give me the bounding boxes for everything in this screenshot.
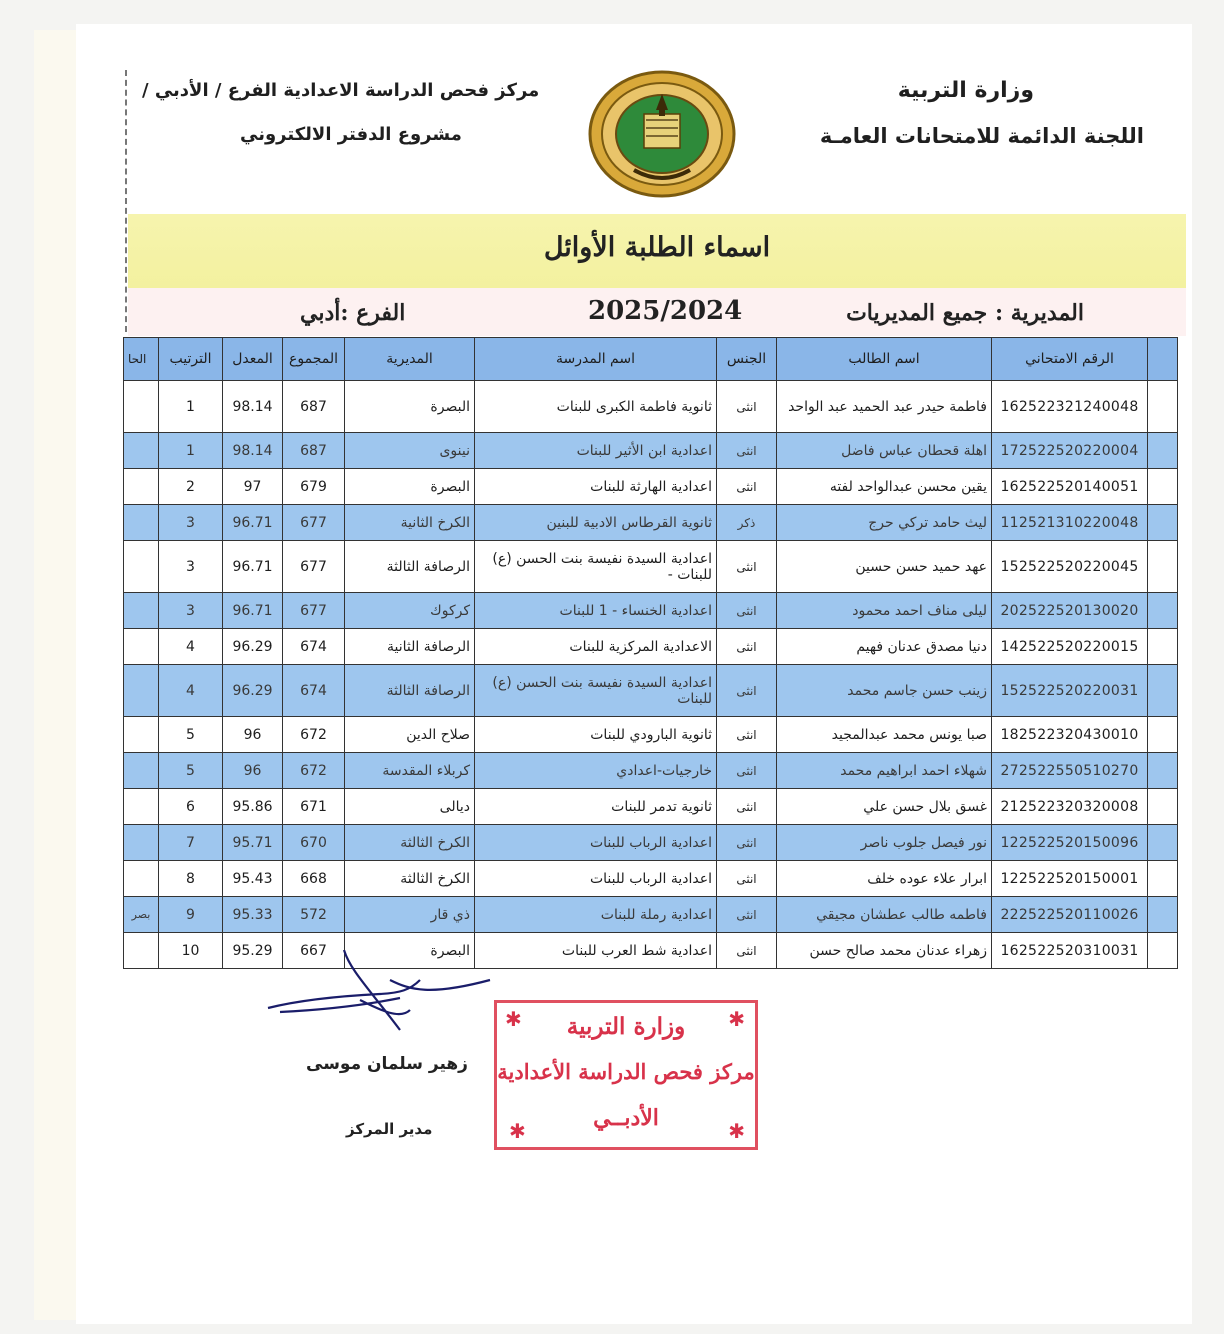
cell-total: 670 (283, 825, 345, 861)
table-header-row (124, 338, 1178, 381)
cell-gender: انثى (717, 593, 777, 629)
cell-rank: 4 (159, 665, 223, 717)
cell-rank: 4 (159, 629, 223, 665)
cell-student-name: زهراء عدنان محمد صالح حسن (777, 933, 992, 969)
cell-gender: انثى (717, 897, 777, 933)
table-row (124, 593, 1178, 629)
cell-student-name: اهلة قحطان عباس فاضل (777, 433, 992, 469)
cell-status (124, 789, 159, 825)
cell-status (124, 433, 159, 469)
cell-directorate: الكرخ الثالثة (345, 825, 475, 861)
cell-total: 672 (283, 717, 345, 753)
cell-student-name: ليلى مناف احمد محمود (777, 593, 992, 629)
cell-status (124, 861, 159, 897)
cell-school: الاعدادية المركزية للبنات (475, 629, 717, 665)
cell-status: بصر (124, 897, 159, 933)
cell-gender: ذكر (717, 505, 777, 541)
cell-student-name: فاطمه طالب عطشان مجيقي (777, 897, 992, 933)
cell-directorate: الرصافة الثالثة (345, 665, 475, 717)
cell-student-name: شهلاء احمد ابراهيم محمد (777, 753, 992, 789)
cell-student-name: عهد حميد حسن حسين (777, 541, 992, 593)
cell-school: اعدادية الرباب للبنات (475, 825, 717, 861)
cell-gender: انثى (717, 469, 777, 505)
cell-status (124, 665, 159, 717)
cell-status (124, 753, 159, 789)
cell-total: 668 (283, 861, 345, 897)
page-title: اسماء الطلبة الأوائل (543, 232, 771, 263)
cell-directorate: ذي قار (345, 897, 475, 933)
cell-average: 96.29 (223, 665, 283, 717)
cell-gender: انثى (717, 789, 777, 825)
col-exam-no: الرقم الامتحاني (992, 338, 1148, 381)
cell-directorate: البصرة (345, 469, 475, 505)
table-row (124, 789, 1178, 825)
cell-rank: 5 (159, 717, 223, 753)
cell-school: اعدادية الخنساء - 1 للبنات (475, 593, 717, 629)
edge-cell (1148, 381, 1178, 433)
cell-total: 572 (283, 897, 345, 933)
table-row (124, 897, 1178, 933)
table-row (124, 665, 1178, 717)
cell-average: 96 (223, 717, 283, 753)
cell-directorate: نينوى (345, 433, 475, 469)
edge-cell (1148, 469, 1178, 505)
col-directorate: المديرية (345, 338, 475, 381)
cell-gender: انثى (717, 861, 777, 897)
cell-average: 96.71 (223, 505, 283, 541)
cell-status (124, 717, 159, 753)
cell-exam-no: 162522520310031 (992, 933, 1148, 969)
col-rank: الترتيب (159, 338, 223, 381)
cell-school: اعدادية السيدة نفيسة بنت الحسن (ع) للبنات - (475, 541, 717, 593)
cell-rank: 3 (159, 541, 223, 593)
cell-total: 687 (283, 433, 345, 469)
edge-cell (1148, 338, 1178, 381)
cell-directorate: صلاح الدين (345, 717, 475, 753)
cell-school: اعدادية السيدة نفيسة بنت الحسن (ع) للبنات (475, 665, 717, 717)
edge-cell (1148, 433, 1178, 469)
cell-exam-no: 172522520220004 (992, 433, 1148, 469)
cell-student-name: ليث حامد تركي حرج (777, 505, 992, 541)
cell-total: 677 (283, 541, 345, 593)
cell-exam-no: 112521310220048 (992, 505, 1148, 541)
table-row (124, 629, 1178, 665)
cell-school: اعدادية رملة للبنات (475, 897, 717, 933)
cell-school: اعدادية شط العرب للبنات (475, 933, 717, 969)
cell-gender: انثى (717, 629, 777, 665)
cell-average: 96.71 (223, 541, 283, 593)
cell-student-name: صبا يونس محمد عبدالمجيد (777, 717, 992, 753)
cell-rank: 10 (159, 933, 223, 969)
table-row (124, 753, 1178, 789)
cell-exam-no: 162522520140051 (992, 469, 1148, 505)
meta-year: 2025/2024 (588, 296, 743, 326)
cell-exam-no: 272522550510270 (992, 753, 1148, 789)
cell-directorate: الكرخ الثانية (345, 505, 475, 541)
edge-cell (1148, 933, 1178, 969)
edge-cell (1148, 541, 1178, 593)
star-icon: ✱ (509, 1119, 526, 1143)
title-banner (128, 214, 1186, 288)
cell-status (124, 629, 159, 665)
table-row (124, 381, 1178, 433)
handwritten-signature (260, 950, 510, 1050)
cell-school: ثانوية القرطاس الادبية للبنين (475, 505, 717, 541)
signer-name: زهير سلمان موسى (306, 1054, 468, 1074)
cell-total: 672 (283, 753, 345, 789)
cell-school: ثانوية فاطمة الكبرى للبنات (475, 381, 717, 433)
cell-rank: 3 (159, 593, 223, 629)
cell-exam-no: 222522520110026 (992, 897, 1148, 933)
cell-total: 674 (283, 665, 345, 717)
col-total: المجموع (283, 338, 345, 381)
cell-student-name: دنيا مصدق عدنان فهيم (777, 629, 992, 665)
edge-cell (1148, 861, 1178, 897)
cell-gender: انثى (717, 717, 777, 753)
cell-average: 95.43 (223, 861, 283, 897)
cell-student-name: نور فيصل جلوب ناصر (777, 825, 992, 861)
cell-gender: انثى (717, 825, 777, 861)
col-status: الحا (124, 338, 159, 381)
cell-exam-no: 142522520220015 (992, 629, 1148, 665)
table-row (124, 505, 1178, 541)
cell-rank: 1 (159, 381, 223, 433)
cell-directorate: كربلاء المقدسة (345, 753, 475, 789)
cell-average: 96 (223, 753, 283, 789)
cell-exam-no: 212522320320008 (992, 789, 1148, 825)
cell-average: 95.33 (223, 897, 283, 933)
cell-rank: 7 (159, 825, 223, 861)
cell-directorate: الرصافة الثانية (345, 629, 475, 665)
cell-exam-no: 162522321240048 (992, 381, 1148, 433)
edge-cell (1148, 717, 1178, 753)
cell-student-name: ابرار علاء عوده خلف (777, 861, 992, 897)
dashed-margin-line (125, 70, 127, 332)
star-icon: ✱ (728, 1007, 745, 1031)
cell-exam-no: 202522520130020 (992, 593, 1148, 629)
cell-student-name: فاطمة حيدر عبد الحميد عبد الواحد (777, 381, 992, 433)
cell-total: 687 (283, 381, 345, 433)
edge-cell (1148, 789, 1178, 825)
table-row (124, 825, 1178, 861)
cell-exam-no: 182522320430010 (992, 717, 1148, 753)
cell-student-name: يقين محسن عبدالواحد لفته (777, 469, 992, 505)
cell-total: 679 (283, 469, 345, 505)
edge-cell (1148, 593, 1178, 629)
top-students-table (123, 337, 1178, 969)
official-stamp (494, 1000, 758, 1150)
edge-cell (1148, 825, 1178, 861)
star-icon: ✱ (728, 1119, 745, 1143)
cell-total: 677 (283, 593, 345, 629)
col-school: اسم المدرسة (475, 338, 717, 381)
header-project: مشروع الدفتر الالكتروني (240, 124, 462, 145)
cell-school: ثانوية البارودي للبنات (475, 717, 717, 753)
cell-exam-no: 152522520220031 (992, 665, 1148, 717)
cell-average: 98.14 (223, 433, 283, 469)
cell-rank: 9 (159, 897, 223, 933)
cell-directorate: كركوك (345, 593, 475, 629)
cell-status (124, 933, 159, 969)
cell-student-name: زينب حسن جاسم محمد (777, 665, 992, 717)
meta-branch: الفرع :أدبي (300, 300, 406, 326)
cell-status (124, 505, 159, 541)
cell-total: 677 (283, 505, 345, 541)
edge-cell (1148, 629, 1178, 665)
cell-average: 98.14 (223, 381, 283, 433)
cell-school: خارجيات-اعدادي (475, 753, 717, 789)
edge-cell (1148, 505, 1178, 541)
cell-status (124, 469, 159, 505)
cell-directorate: البصرة (345, 381, 475, 433)
col-student-name: اسم الطالب (777, 338, 992, 381)
cell-gender: انثى (717, 665, 777, 717)
cell-gender: انثى (717, 933, 777, 969)
cell-rank: 8 (159, 861, 223, 897)
cell-total: 674 (283, 629, 345, 665)
col-average: المعدل (223, 338, 283, 381)
cell-average: 95.71 (223, 825, 283, 861)
cell-status (124, 541, 159, 593)
cell-rank: 1 (159, 433, 223, 469)
signer-title: مدير المركز (346, 1120, 433, 1138)
cell-gender: انثى (717, 541, 777, 593)
edge-cell (1148, 753, 1178, 789)
cell-school: ثانوية تدمر للبنات (475, 789, 717, 825)
edge-cell (1148, 897, 1178, 933)
table-row (124, 861, 1178, 897)
cell-exam-no: 122522520150096 (992, 825, 1148, 861)
cell-directorate: الرصافة الثالثة (345, 541, 475, 593)
cell-average: 95.86 (223, 789, 283, 825)
cell-average: 96.71 (223, 593, 283, 629)
cell-rank: 2 (159, 469, 223, 505)
cell-total: 671 (283, 789, 345, 825)
cell-school: اعدادية ابن الأثير للبنات (475, 433, 717, 469)
cell-average: 95.29 (223, 933, 283, 969)
cell-average: 96.29 (223, 629, 283, 665)
scan-left-margin (34, 30, 76, 1320)
col-gender: الجنس (717, 338, 777, 381)
stamp-line-center: مركز فحص الدراسة الأعدادية (497, 1059, 755, 1084)
cell-rank: 6 (159, 789, 223, 825)
cell-exam-no: 122522520150001 (992, 861, 1148, 897)
header-committee: اللجنة الدائمة للامتحانات العامـة (819, 124, 1144, 148)
ministry-seal-logo (586, 70, 738, 198)
table-row (124, 717, 1178, 753)
cell-gender: انثى (717, 433, 777, 469)
cell-rank: 5 (159, 753, 223, 789)
cell-exam-no: 152522520220045 (992, 541, 1148, 593)
header-ministry: وزارة التربية (897, 78, 1034, 103)
cell-student-name: غسق بلال حسن علي (777, 789, 992, 825)
cell-total: 667 (283, 933, 345, 969)
table-row (124, 469, 1178, 505)
edge-cell (1148, 665, 1178, 717)
cell-rank: 3 (159, 505, 223, 541)
table-row (124, 541, 1178, 593)
stamp-line-ministry: وزارة التربية (566, 1013, 686, 1040)
stamp-line-branch: الأدبــي (593, 1105, 659, 1131)
star-icon: ✱ (505, 1007, 522, 1031)
cell-status (124, 593, 159, 629)
header-center: مركز فحص الدراسة الاعدادية الفرع / الأدبي / (142, 80, 540, 101)
cell-school: اعدادية الرباب للبنات (475, 861, 717, 897)
table-row (124, 433, 1178, 469)
cell-directorate: الكرخ الثالثة (345, 861, 475, 897)
cell-gender: انثى (717, 381, 777, 433)
meta-directorate: المديرية : جميع المديريات (846, 300, 1084, 326)
cell-gender: انثى (717, 753, 777, 789)
cell-school: اعدادية الهارثة للبنات (475, 469, 717, 505)
cell-status (124, 825, 159, 861)
cell-average: 97 (223, 469, 283, 505)
cell-directorate: البصرة (345, 933, 475, 969)
cell-status (124, 381, 159, 433)
cell-directorate: ديالى (345, 789, 475, 825)
